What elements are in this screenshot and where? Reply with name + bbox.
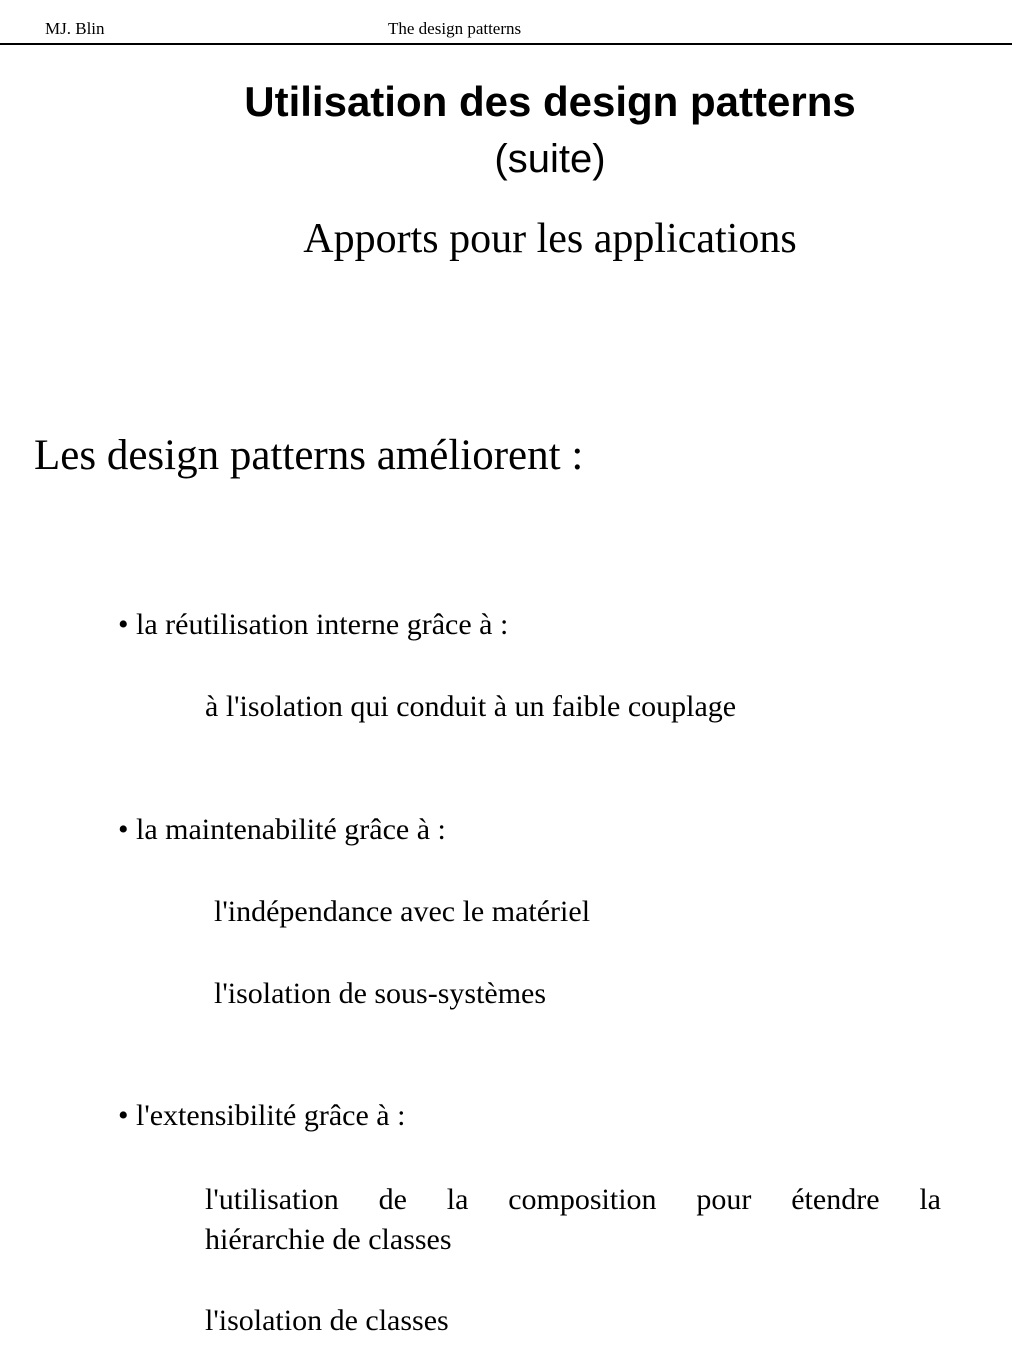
detail-composition-line-1: l'utilisation de la composition pour étendre la <box>205 1183 941 1216</box>
bullet-extensibility: • l'extensibilité grâce à : <box>118 1099 406 1132</box>
section-title: Apports pour les applications <box>303 216 797 262</box>
header-author: MJ. Blin <box>45 19 105 38</box>
detail-class-isolation: l'isolation de classes <box>205 1304 449 1337</box>
header-topic: The design patterns <box>388 19 522 38</box>
bullet-maintainability: • la maintenabilité grâce à : <box>118 813 446 846</box>
detail-subsystem-isolation: l'isolation de sous-systèmes <box>214 977 547 1010</box>
slide-subtitle: (suite) <box>494 137 606 181</box>
detail-hardware-independence: l'indépendance avec le matériel <box>214 895 591 928</box>
bullet-reuse: • la réutilisation interne grâce à : <box>118 608 509 641</box>
detail-composition-line-2: hiérarchie de classes <box>205 1223 452 1256</box>
detail-composition <box>205 1180 941 1260</box>
header-divider <box>0 43 1012 45</box>
intro-text: Les design patterns améliorent : <box>34 432 584 479</box>
slide-title: Utilisation des design patterns <box>244 78 856 125</box>
detail-isolation-coupling: à l'isolation qui conduit à un faible couplage <box>205 690 737 723</box>
